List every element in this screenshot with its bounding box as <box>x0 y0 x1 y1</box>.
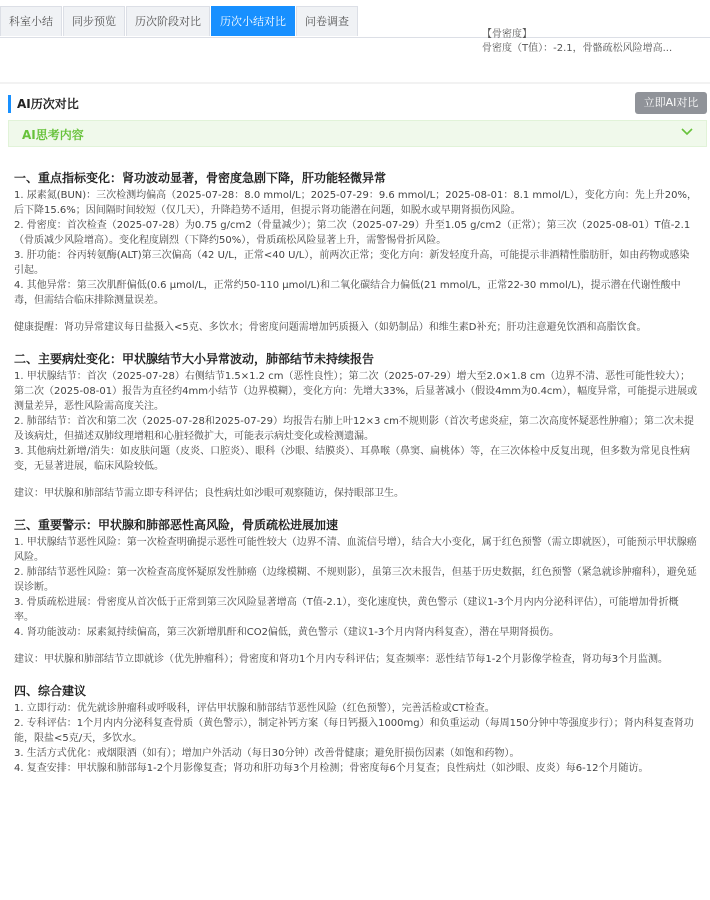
tab-department-summary[interactable]: 科室小结 <box>0 6 62 36</box>
tab-summary-comparison[interactable]: 历次小结对比 <box>211 6 295 36</box>
report-paragraph: 3. 其他病灶新增/消失：如皮肤问题（皮炎、口腔炎）、眼科（沙眼、结膜炎）、耳鼻喉（鼻窦、扁桃体）等，在三次体检中反复出现，但多数为常见良性病变，无显著进展，临床风险较低。 <box>14 446 691 472</box>
report-paragraph: 3. 骨质疏松进展：骨密度从首次低于正常到第三次风险显著增高（T值-2.1），变化速度快，黄色警示（建议1-3个月内内分泌科评估），可能增加骨折概率。 <box>14 597 679 623</box>
section-divider <box>0 82 710 84</box>
report-paragraph: 3. 生活方式优化：戒烟限酒（如有）；增加户外活动（每日30分钟）改善骨健康；避免肝损伤因素（如饱和药物）。 <box>14 748 520 759</box>
report-note: 建议：甲状腺和肺部结节立即就诊（优先肿瘤科）；骨密度和肾功1个月内专科评估；复查频率：恶性结节每1-2个月影像学检查，肾功每3个月监测。 <box>14 654 669 665</box>
section-title: 四、综合建议 <box>14 684 87 698</box>
report-paragraph: 2. 肺部结节恶性风险：第一次检查高度怀疑原发性肺癌（边缘模糊、不规则影），虽第三次未报告，但基于历史数据，红色预警（紧急就诊肿瘤科），避免延误诊断。 <box>14 567 697 593</box>
ai-thinking-label: AI思考内容 <box>22 128 84 142</box>
report-paragraph: 1. 甲状腺结节：首次（2025-07-28）右侧结节1.5×1.2 cm（恶性良性）；第二次（2025-07-29）增大至2.0×1.8 cm（边界不清、恶性可能性较大）；第二次（2025-08-01）报告为直径约4mm小结节（边界模糊），变化方向：先增大33%，后显著减小（假设4mm为0.4cm），幅度异常，可能提示进展或测量差异，恶性风险需高度关注。 <box>14 371 698 412</box>
report-paragraph: 1. 尿素氮(BUN)：三次检测均偏高（2025-07-28：8.0 mmol/L；2025-07-29：9.6 mmol/L；2025-08-01：8.1 mmol/L），变化方向：先上升20%，后下降15.6%；因间隔时间较短（仅几天），升降趋势不适用，但提示肾功能潜在问题，如脱水或早期肾损伤风险。 <box>14 190 697 216</box>
excerpt-line-1: 【骨密度】 <box>482 29 532 40</box>
report-paragraph: 2. 专科评估：1个月内内分泌科复查骨质（黄色警示），制定补钙方案（每日钙摄入1000mg）和负重运动（每周150分钟中等强度步行）；肾内科复查肾功能，限盐<5克/天，多饮水。 <box>14 718 694 744</box>
excerpt-line-2: 骨密度（T值）：-2.1，骨骼疏松风险增高... <box>482 43 673 54</box>
section-title: 一、重点指标变化：肾功波动显著，骨密度急剧下降，肝功能轻微异常 <box>14 171 387 185</box>
tab-sync-preview[interactable]: 同步预览 <box>63 6 125 36</box>
report-paragraph: 1. 立即行动：优先就诊肿瘤科或呼吸科，评估甲状腺和肺部结节恶性风险（红色预警），完善活检或CT检查。 <box>14 703 495 714</box>
previous-summary-excerpt <box>482 28 707 56</box>
report-note: 健康提醒：肾功异常建议每日盐摄入<5克、多饮水；骨密度问题需增加钙质摄入（如奶制品）和维生素D补充；肝功注意避免饮酒和高脂饮食。 <box>14 322 647 333</box>
ai-comparison-title: AI历次对比 <box>8 95 79 113</box>
report-note: 建议：甲状腺和肺部结节需立即专科评估；良性病灶如沙眼可观察随访，保持眼部卫生。 <box>14 488 404 499</box>
report-paragraph: 2. 骨密度：首次检查（2025-07-28）为0.75 g/cm2（骨量减少）；第二次（2025-07-29）升至1.05 g/cm2（正常）；第三次（2025-08-01）T值-2.1（骨质减少风险增高）。变化程度剧烈（下降约50%），骨质疏松风险显著上升，需警惕骨折风险。 <box>14 220 691 246</box>
tab-questionnaire[interactable]: 问卷调查 <box>296 6 358 36</box>
report-paragraph: 3. 肝功能：谷丙转氨酶(ALT)第三次偏高（42 U/L，正常<40 U/L），前两次正常；变化方向：新发轻度升高，可能提示非酒精性脂肪肝，如由药物或感染引起。 <box>14 250 690 276</box>
report-paragraph: 4. 肾功能波动：尿素氮持续偏高，第三次新增肌酐和CO2偏低，黄色警示（建议1-3个月内肾内科复查），潜在早期肾损伤。 <box>14 627 560 638</box>
section-title: 三、重要警示：甲状腺和肺部恶性高风险，骨质疏松进展加速 <box>14 518 339 532</box>
report-paragraph: 4. 其他异常：第三次肌酐偏低(0.6 μmol/L，正常约50-110 μmol/L)和二氧化碳结合力偏低(21 mmol/L，正常22-30 mmol/L)，提示潜在代谢性酸中毒，但需结合临床排除测量误差。 <box>14 280 681 306</box>
report-paragraph: 1. 甲状腺结节恶性风险：第一次检查明确提示恶性可能性较大（边界不清、血流信号增），结合大小变化，属于红色预警（需立即就医），可能预示甲状腺癌风险。 <box>14 537 697 563</box>
ai-thinking-panel[interactable] <box>8 120 707 147</box>
section-title: 二、主要病灶变化：甲状腺结节大小异常波动，肺部结节未持续报告 <box>14 352 375 366</box>
run-ai-comparison-button[interactable]: 立即AI对比 <box>635 92 707 114</box>
tab-stage-comparison[interactable]: 历次阶段对比 <box>126 6 210 36</box>
chevron-down-icon[interactable] <box>680 125 694 139</box>
ai-report-content <box>14 170 698 776</box>
report-paragraph: 2. 肺部结节：首次和第二次（2025-07-28和2025-07-29）均报告右肺上叶12×3 cm不规则影（首次考虑炎症，第二次高度怀疑恶性肿瘤）；第二次未提及该病灶，但描述双肺纹理增粗和心脏轻微扩大，可能表示病灶变化或检测遗漏。 <box>14 416 694 442</box>
tab-bar <box>0 6 359 38</box>
report-paragraph: 4. 复查安排：甲状腺和肺部每1-2个月影像复查；肾功和肝功每3个月检测；骨密度每6个月复查；良性病灶（如沙眼、皮炎）每6-12个月随访。 <box>14 763 649 774</box>
